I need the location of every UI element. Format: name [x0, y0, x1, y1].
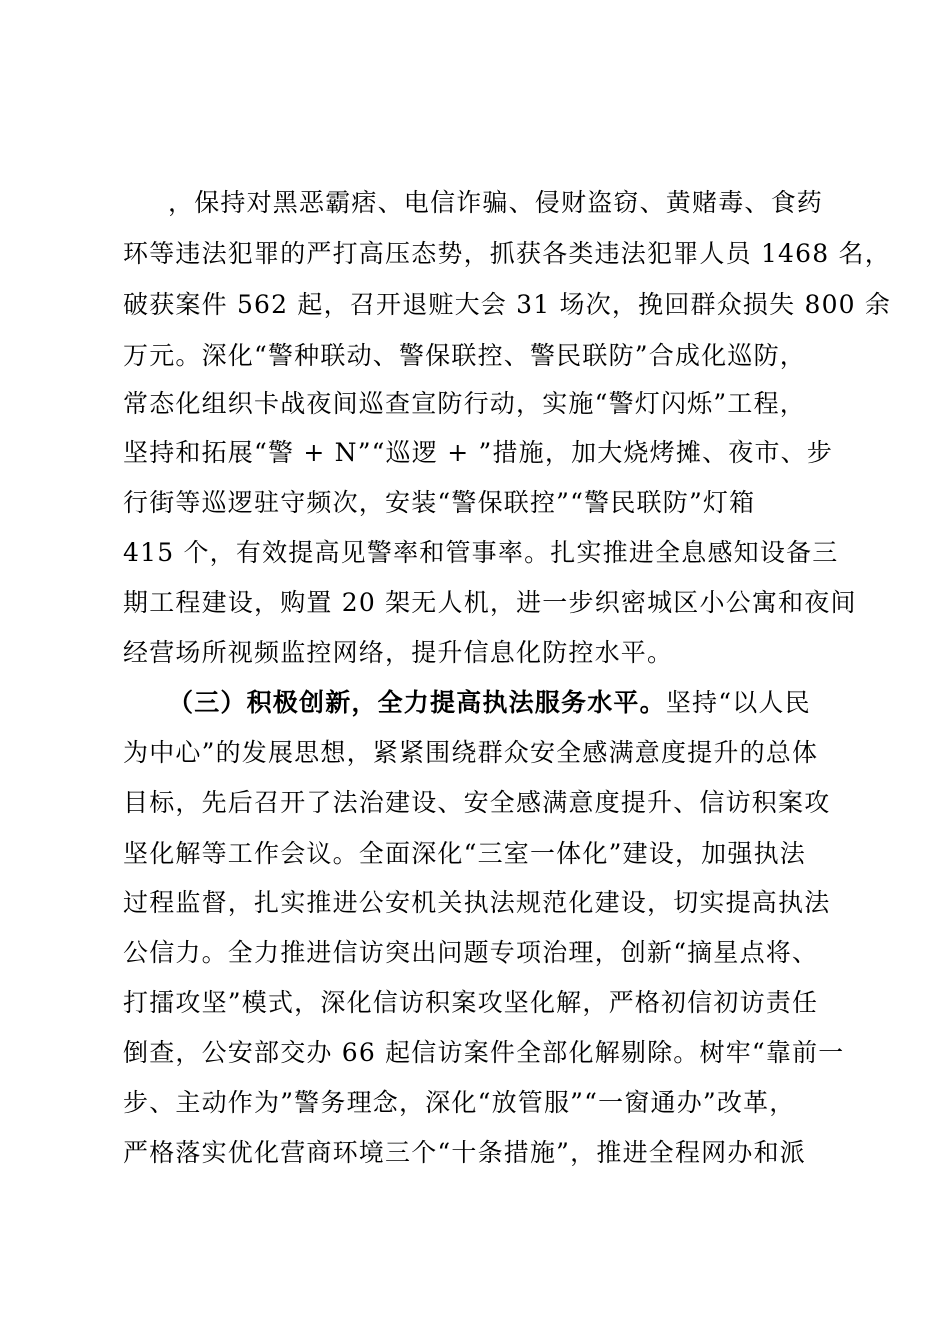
text-line: ，保持对黑恶霸痞、电信诈骗、侵财盗窃、黄赌毒、食药	[168, 188, 824, 217]
text-line: 过程监督，扎实推进公安机关执法规范化建设，切实提高执法	[123, 888, 831, 917]
text-line: 环等违法犯罪的严打高压态势，抓获各类违法犯罪人员 1468 名，	[123, 239, 891, 268]
text-line: 公信力。全力推进信访突出问题专项治理，创新“摘星点将、	[123, 938, 819, 967]
text-line: 打擂攻坚”模式，深化信访积案攻坚化解，严格初信初访责任	[123, 988, 819, 1017]
text-line: 万元。深化“警种联动、警保联控、警民联防”合成化巡防，	[123, 341, 806, 370]
text-line: 行街等巡逻驻守频次，安装“警保联控”“警民联防”灯箱	[123, 488, 756, 517]
section-heading-tail: 坚持“以人民	[665, 688, 811, 717]
text-line: 经营场所视频监控网络，提升信息化防控水平。	[123, 638, 674, 667]
section-heading: （三）积极创新，全力提高执法服务水平。	[168, 688, 666, 717]
text-line: 步、主动作为”警务理念，深化“放管服”“一窗通办”改革，	[123, 1088, 796, 1117]
section-heading-line	[168, 683, 878, 723]
text-line: 期工程建设，购置 20 架无人机，进一步织密城区小公寓和夜间	[123, 588, 857, 617]
text-line: 为中心”的发展思想，紧紧围绕群众安全感满意度提升的总体	[123, 738, 819, 767]
text-line: 坚持和拓展“警 + N”“巡逻 + ”措施，加大烧烤摊、夜市、步	[123, 438, 834, 467]
text-line: 415 个，有效提高见警率和管事率。扎实推进全息感知设备三	[123, 538, 839, 567]
text-line: 倒查，公安部交办 66 起信访案件全部化解剔除。树牢“靠前一	[123, 1038, 845, 1067]
text-line: 严格落实优化营商环境三个“十条措施”，推进全程网办和派	[123, 1138, 806, 1167]
text-line: 常态化组织卡战夜间巡查宣防行动，实施“警灯闪烁”工程，	[123, 389, 806, 418]
text-line: 破获案件 562 起，召开退赃大会 31 场次，挽回群众损失 800 余	[123, 290, 892, 319]
text-line: 目标，先后召开了法治建设、安全感满意度提升、信访积案攻	[123, 788, 831, 817]
text-line: 坚化解等工作会议。全面深化“三室一体化”建设，加强执法	[123, 839, 806, 868]
